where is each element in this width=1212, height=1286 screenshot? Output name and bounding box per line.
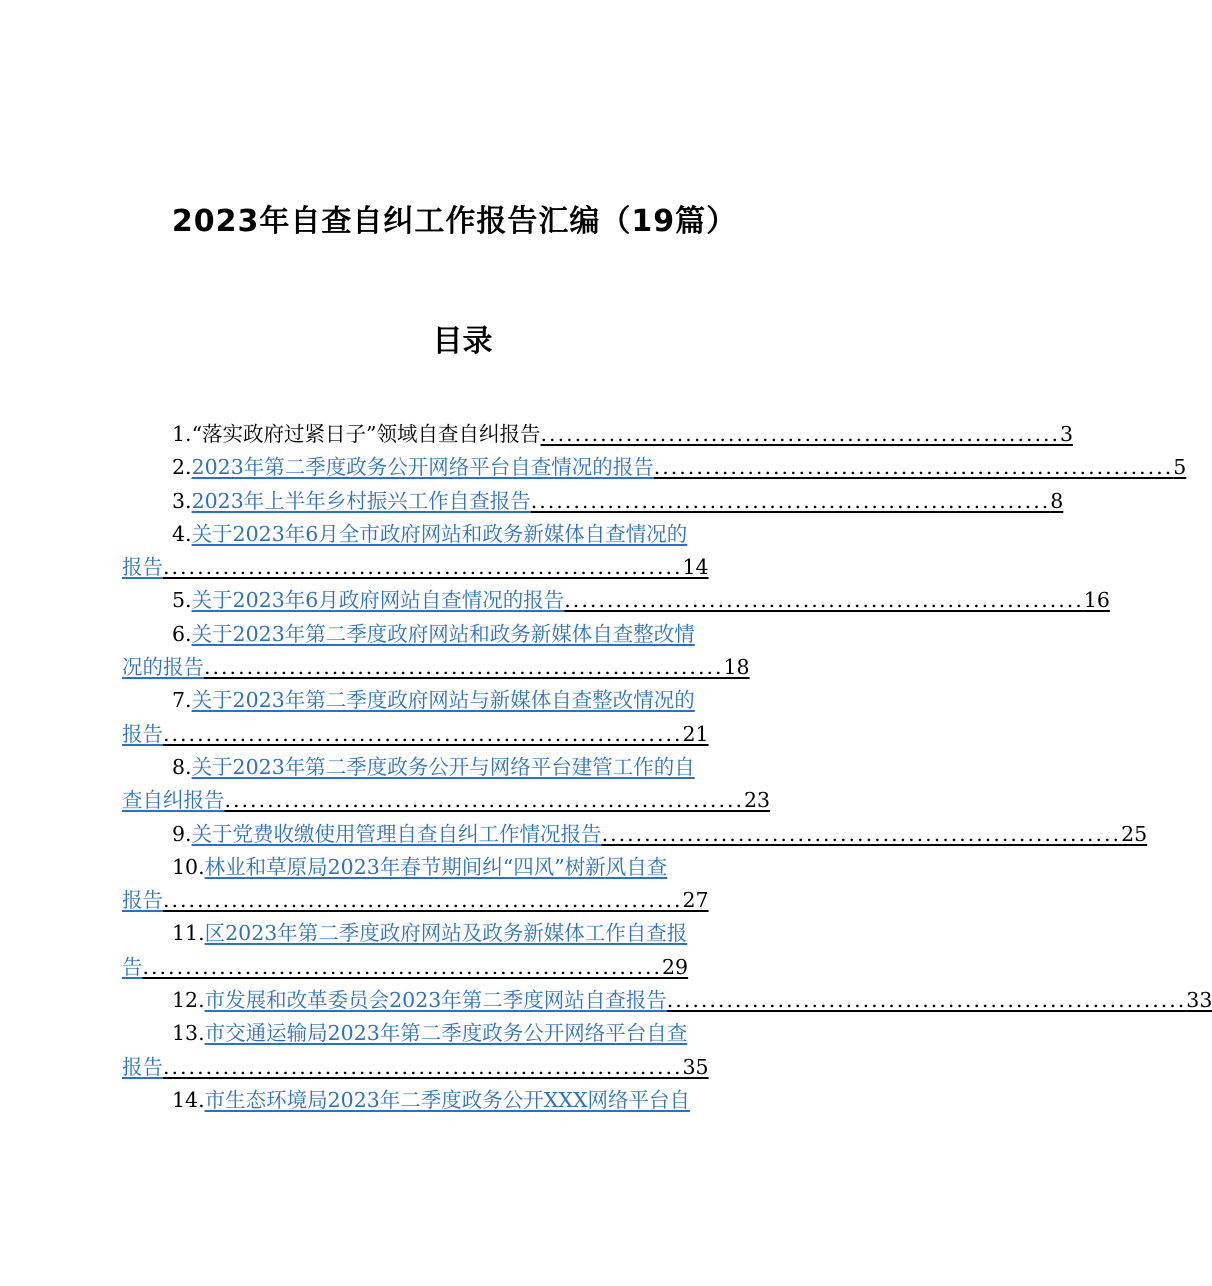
toc-entry[interactable]: [122, 618, 798, 685]
toc-line: [122, 684, 798, 717]
toc-line: [122, 917, 798, 950]
leader-dots: .............................................................: [653, 455, 1174, 480]
toc-page-number[interactable]: 18: [723, 655, 750, 680]
toc-line: [122, 884, 798, 917]
toc-row: [172, 917, 798, 950]
toc-entry[interactable]: [122, 584, 1110, 617]
toc-title[interactable]: 关于2023年6月全市政府网站和政务新媒体自查情况的: [191, 521, 688, 546]
toc-row: [172, 618, 798, 651]
toc-title[interactable]: 关于2023年第二季度政府网站与新媒体自查整改情况的: [191, 688, 695, 713]
toc-page-number[interactable]: 23: [744, 788, 771, 813]
toc-row: [122, 1051, 755, 1084]
leader-dots: .............................................................: [163, 721, 683, 746]
toc-number: 1.: [172, 422, 192, 446]
toc-row: [122, 951, 755, 984]
toc-row: [172, 851, 798, 884]
toc-row: [122, 651, 755, 684]
toc-page-number[interactable]: 16: [1083, 588, 1110, 613]
toc-row: [122, 784, 771, 817]
toc-title[interactable]: 市发展和改革委员会2023年第二季度网站自查报告: [204, 988, 667, 1013]
toc-entry[interactable]: [122, 1084, 798, 1117]
toc-number: 3.: [172, 488, 192, 513]
toc-number: 8.: [172, 754, 192, 779]
toc-line: [122, 818, 1148, 851]
toc-entry[interactable]: [122, 684, 798, 751]
toc-page-number[interactable]: 27: [682, 888, 709, 913]
toc-entry[interactable]: [122, 818, 1148, 851]
toc-page-number[interactable]: 3: [1060, 422, 1074, 446]
toc-row: [172, 518, 798, 551]
toc-number: 12.: [172, 988, 205, 1013]
toc-row: [172, 751, 798, 784]
toc-line: [122, 584, 1110, 617]
toc-entry[interactable]: [122, 751, 798, 818]
toc-title[interactable]: 林业和草原局2023年春节期间纠“四风”树新风自查: [204, 854, 668, 879]
toc-title[interactable]: “落实政府过紧日子”领域自查自纠报告: [191, 422, 541, 446]
leader-dots: .............................................................: [564, 588, 1084, 613]
toc-number: 4.: [172, 521, 192, 546]
leader-dots: .............................................................: [163, 888, 683, 913]
toc-line: [122, 1051, 798, 1084]
toc-number: 2.: [172, 455, 192, 480]
leader-dots: .............................................................: [224, 788, 744, 813]
toc-number: 5.: [172, 588, 192, 613]
leader-dots: .............................................................: [204, 655, 724, 680]
toc-row: [172, 818, 1148, 851]
toc-entry[interactable]: [122, 451, 1187, 484]
toc-title[interactable]: 市生态环境局2023年二季度政务公开XXX网络平台自: [204, 1087, 691, 1112]
toc-entry[interactable]: [122, 485, 1064, 518]
toc-title[interactable]: 区2023年第二季度政府网站及政务新媒体工作自查报: [204, 921, 688, 946]
toc-title-continued[interactable]: 查自纠报告: [122, 788, 225, 813]
toc-page-number[interactable]: 8: [1050, 488, 1064, 513]
toc-row: [122, 551, 755, 584]
toc-row: [172, 984, 1212, 1017]
leader-dots: .............................................................: [530, 488, 1051, 513]
toc-row: [172, 485, 1064, 518]
leader-dots: .............................................................: [601, 821, 1122, 846]
leader-dots: .............................................................: [163, 555, 683, 580]
toc-line: [122, 1084, 798, 1117]
toc-entry[interactable]: [122, 984, 1212, 1017]
toc-number: 14.: [172, 1087, 205, 1112]
leader-dots: .............................................................: [142, 954, 662, 979]
toc-line: [122, 518, 798, 551]
toc-entry[interactable]: [122, 917, 798, 984]
toc-page-number[interactable]: 25: [1121, 821, 1148, 846]
toc-number: 13.: [172, 1021, 205, 1046]
toc-line: [122, 1017, 798, 1050]
toc-title-continued[interactable]: 告: [122, 954, 143, 979]
table-of-contents: [122, 418, 1212, 1117]
toc-line: [122, 651, 798, 684]
toc-line: [122, 851, 798, 884]
toc-line: [122, 451, 1187, 484]
toc-row: [172, 451, 1187, 484]
toc-line: [122, 618, 798, 651]
toc-number: 9.: [172, 821, 192, 846]
toc-number: 10.: [172, 854, 205, 879]
leader-dots: .............................................................: [540, 422, 1061, 446]
toc-title[interactable]: 市交通运输局2023年第二季度政务公开网络平台自查: [204, 1021, 688, 1046]
toc-page-number[interactable]: 35: [682, 1054, 709, 1079]
toc-line: [122, 485, 1064, 518]
toc-title-continued[interactable]: 报告: [122, 1054, 163, 1079]
toc-page-number[interactable]: 14: [682, 555, 709, 580]
toc-line: [122, 418, 1074, 451]
toc-title-continued[interactable]: 报告: [122, 721, 163, 746]
toc-number: 11.: [172, 921, 205, 946]
toc-line: [122, 984, 1212, 1017]
toc-line: [122, 784, 798, 817]
toc-title[interactable]: 关于党费收缴使用管理自查自纠工作情况报告: [191, 821, 602, 846]
toc-page-number[interactable]: 5: [1173, 455, 1187, 480]
toc-row: [172, 1084, 798, 1117]
toc-line: [122, 951, 798, 984]
toc-number: 6.: [172, 621, 192, 646]
toc-page-number[interactable]: 29: [662, 954, 689, 979]
toc-heading: 目录: [432, 324, 493, 359]
toc-row: [122, 718, 755, 751]
toc-row: [122, 884, 755, 917]
toc-entry[interactable]: [122, 851, 798, 918]
toc-title-continued[interactable]: 况的报告: [122, 655, 204, 680]
toc-row: [172, 418, 1074, 451]
toc-title[interactable]: 关于2023年第二季度政府网站和政务新媒体自查整改情: [191, 621, 695, 646]
toc-title[interactable]: 2023年上半年乡村振兴工作自查报告: [191, 488, 531, 513]
toc-row: [172, 584, 1110, 617]
toc-entry[interactable]: [122, 418, 1074, 451]
toc-title-continued[interactable]: 报告: [122, 888, 163, 913]
toc-line: [122, 551, 798, 584]
toc-title-continued[interactable]: 报告: [122, 555, 163, 580]
toc-title[interactable]: 关于2023年6月政府网站自查情况的报告: [191, 588, 565, 613]
toc-number: 7.: [172, 688, 192, 713]
toc-line: [122, 751, 798, 784]
toc-page-number[interactable]: 33: [1186, 988, 1212, 1013]
toc-line: [122, 718, 798, 751]
toc-page-number[interactable]: 21: [682, 721, 709, 746]
toc-title[interactable]: 2023年第二季度政务公开网络平台自查情况的报告: [191, 455, 654, 480]
toc-entry[interactable]: [122, 1017, 798, 1084]
document-title: 2023年自查自纠工作报告汇编（19篇）: [171, 204, 738, 239]
leader-dots: .............................................................: [666, 988, 1187, 1013]
toc-entry[interactable]: [122, 518, 798, 585]
leader-dots: .............................................................: [163, 1054, 683, 1079]
toc-row: [172, 1017, 798, 1050]
toc-title[interactable]: 关于2023年第二季度政务公开与网络平台建管工作的自: [191, 754, 695, 779]
toc-row: [172, 684, 798, 717]
